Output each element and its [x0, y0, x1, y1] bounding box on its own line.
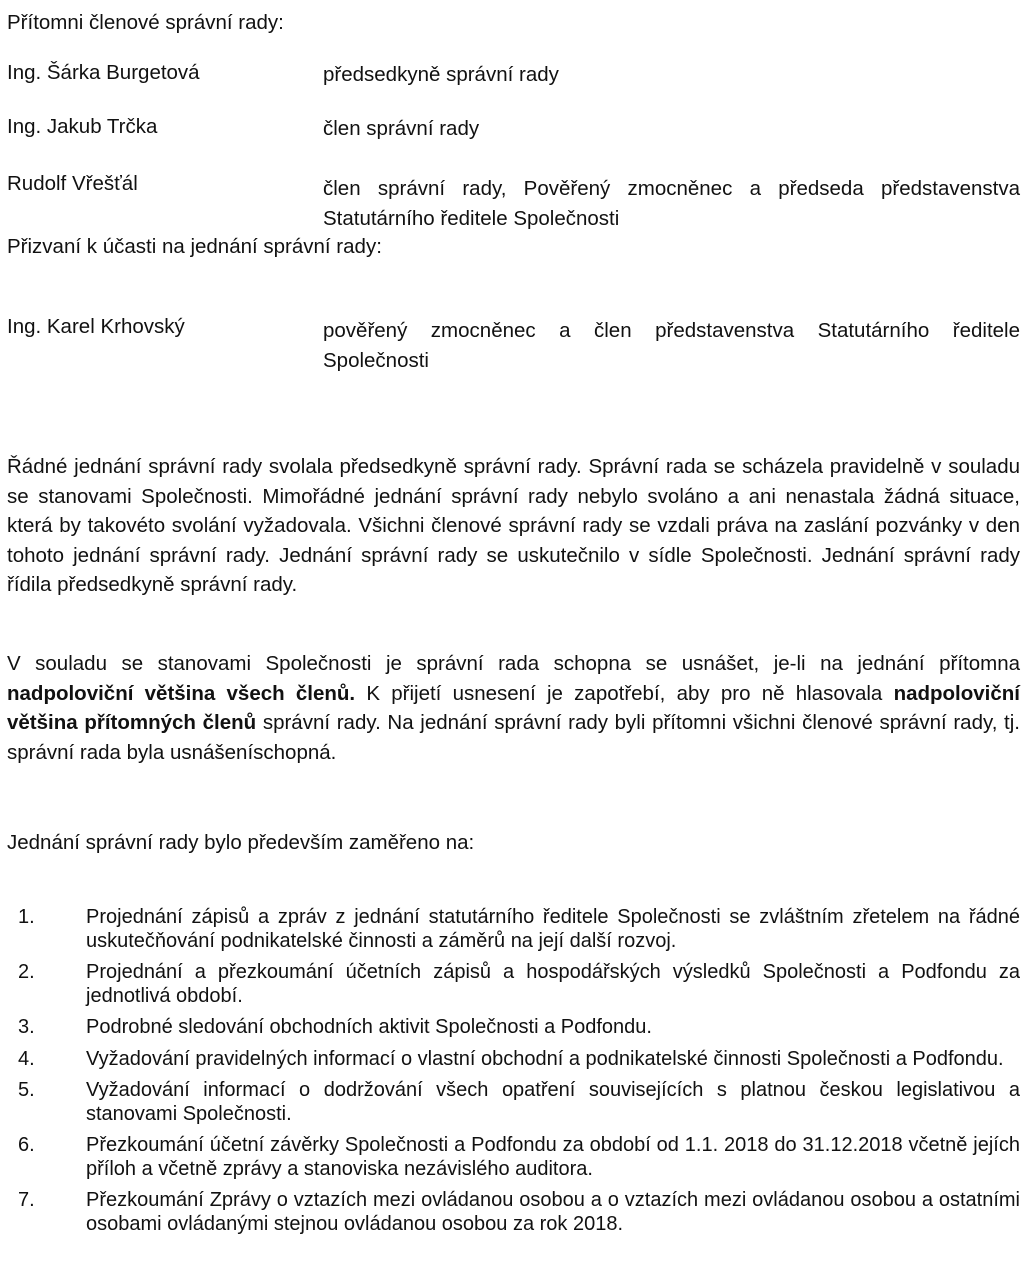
invited-member-name: Ing. Karel Krhovský — [7, 315, 185, 338]
list-item-text: Vyžadování pravidelných informací o vlastní obchodní a podnikatelské činnosti Společnosti a Podfondu. — [86, 1047, 1004, 1070]
quorum-text-3: správní rady. Na jednání správní rady byli přítomni všichni členové správní rady, tj. správní rada byla usnášeníschopná. — [7, 711, 1021, 764]
list-item-text: Přezkoumání účetní závěrky Společnosti a Podfondu za období od 1.1. 2018 do 31.12.2018 včetně jejích příloh a včetně zprávy a stanoviska nezávislého auditora. — [86, 1134, 1020, 1180]
list-item-number: 2. — [18, 961, 35, 983]
meeting-convened-paragraph: Řádné jednání správní rady svolala předsedkyně správní rady. Správní rada se scházela pravidelně v souladu se stanovami Společnosti. Mimořádné jednání správní rady nebylo svoláno a ani nenastala žádná situace, která by takovéto svolání vyžadovala. Všichni členové správní rady se vzdali práva na zaslání pozvánky v den tohoto jednání správní rady. Jednání správní rady se uskutečnilo v sídle Společnosti. Jednání správní rady řídila předsedkyně správní rady. — [7, 455, 1020, 596]
member-name: Rudolf Vřešťál — [7, 172, 138, 195]
list-item-number: 7. — [18, 1189, 35, 1211]
member-name: Ing. Jakub Trčka — [7, 115, 158, 138]
list-item — [18, 1016, 1020, 1040]
list-item — [18, 961, 1020, 1008]
list-item-text: Vyžadování informací o dodržování všech opatření souvisejících s platnou českou legislativou a stanovami Společnosti. — [86, 1079, 1020, 1125]
quorum-bold-1: nadpoloviční většina všech členů. — [7, 681, 356, 705]
list-item-number: 5. — [18, 1079, 35, 1101]
invited-member-role: pověřený zmocněnec a člen představenstva Statutárního ředitele Společnosti — [323, 319, 1020, 372]
list-item-text: Podrobné sledování obchodních aktivit Společnosti a Podfondu. — [86, 1016, 652, 1038]
member-role: člen správní rady, Pověřený zmocněnec a předseda představenstva Statutárního ředitele Společnosti — [323, 177, 1020, 230]
member-name: Ing. Šárka Burgetová — [7, 61, 200, 84]
quorum-bold-2: nadpoloviční většina přítomných členů — [7, 681, 1020, 734]
list-item-text: Projednání a přezkoumání účetních zápisů a hospodářských výsledků Společnosti a Podfondu za jednotlivá období. — [86, 961, 1020, 1007]
list-item-number: 1. — [18, 906, 35, 928]
list-item-text: Projednání zápisů a zpráv z jednání statutárního ředitele Společnosti se zvláštním zřetelem na řádné uskutečňování podnikatelské činnosti a záměrů na její další rozvoj. — [86, 906, 1020, 952]
member-role: předsedkyně správní rady — [323, 63, 559, 86]
list-item-number: 6. — [18, 1134, 35, 1156]
list-item-number: 4. — [18, 1047, 35, 1070]
quorum-paragraph — [7, 649, 1020, 767]
list-item — [18, 1134, 1020, 1181]
list-item-number: 3. — [18, 1016, 35, 1038]
quorum-text-2: K přijetí usnesení je zapotřebí, aby pro ně hlasovala — [355, 681, 894, 705]
present-members-heading: Přítomni členové správní rady: — [7, 11, 284, 34]
list-item — [18, 906, 1020, 953]
list-item-text: Přezkoumání Zprávy o vztazích mezi ovládanou osobou a o vztazích mezi ovládanou osobou a ostatními osobami ovládanými stejnou ovládanou osobou za rok 2018. — [86, 1189, 1020, 1235]
focus-heading: Jednání správní rady bylo především zaměřeno na: — [7, 831, 475, 854]
list-item — [18, 1079, 1020, 1126]
invited-members-heading: Přizvaní k účasti na jednání správní rady: — [7, 235, 382, 258]
quorum-text-1: V souladu se stanovami Společnosti je správní rada schopna se usnášet, je-li na jednání přítomna — [7, 652, 1020, 675]
list-item — [18, 1189, 1020, 1236]
list-item — [18, 1048, 1020, 1072]
member-role: člen správní rady — [323, 117, 480, 140]
focus-list — [18, 906, 1020, 1244]
